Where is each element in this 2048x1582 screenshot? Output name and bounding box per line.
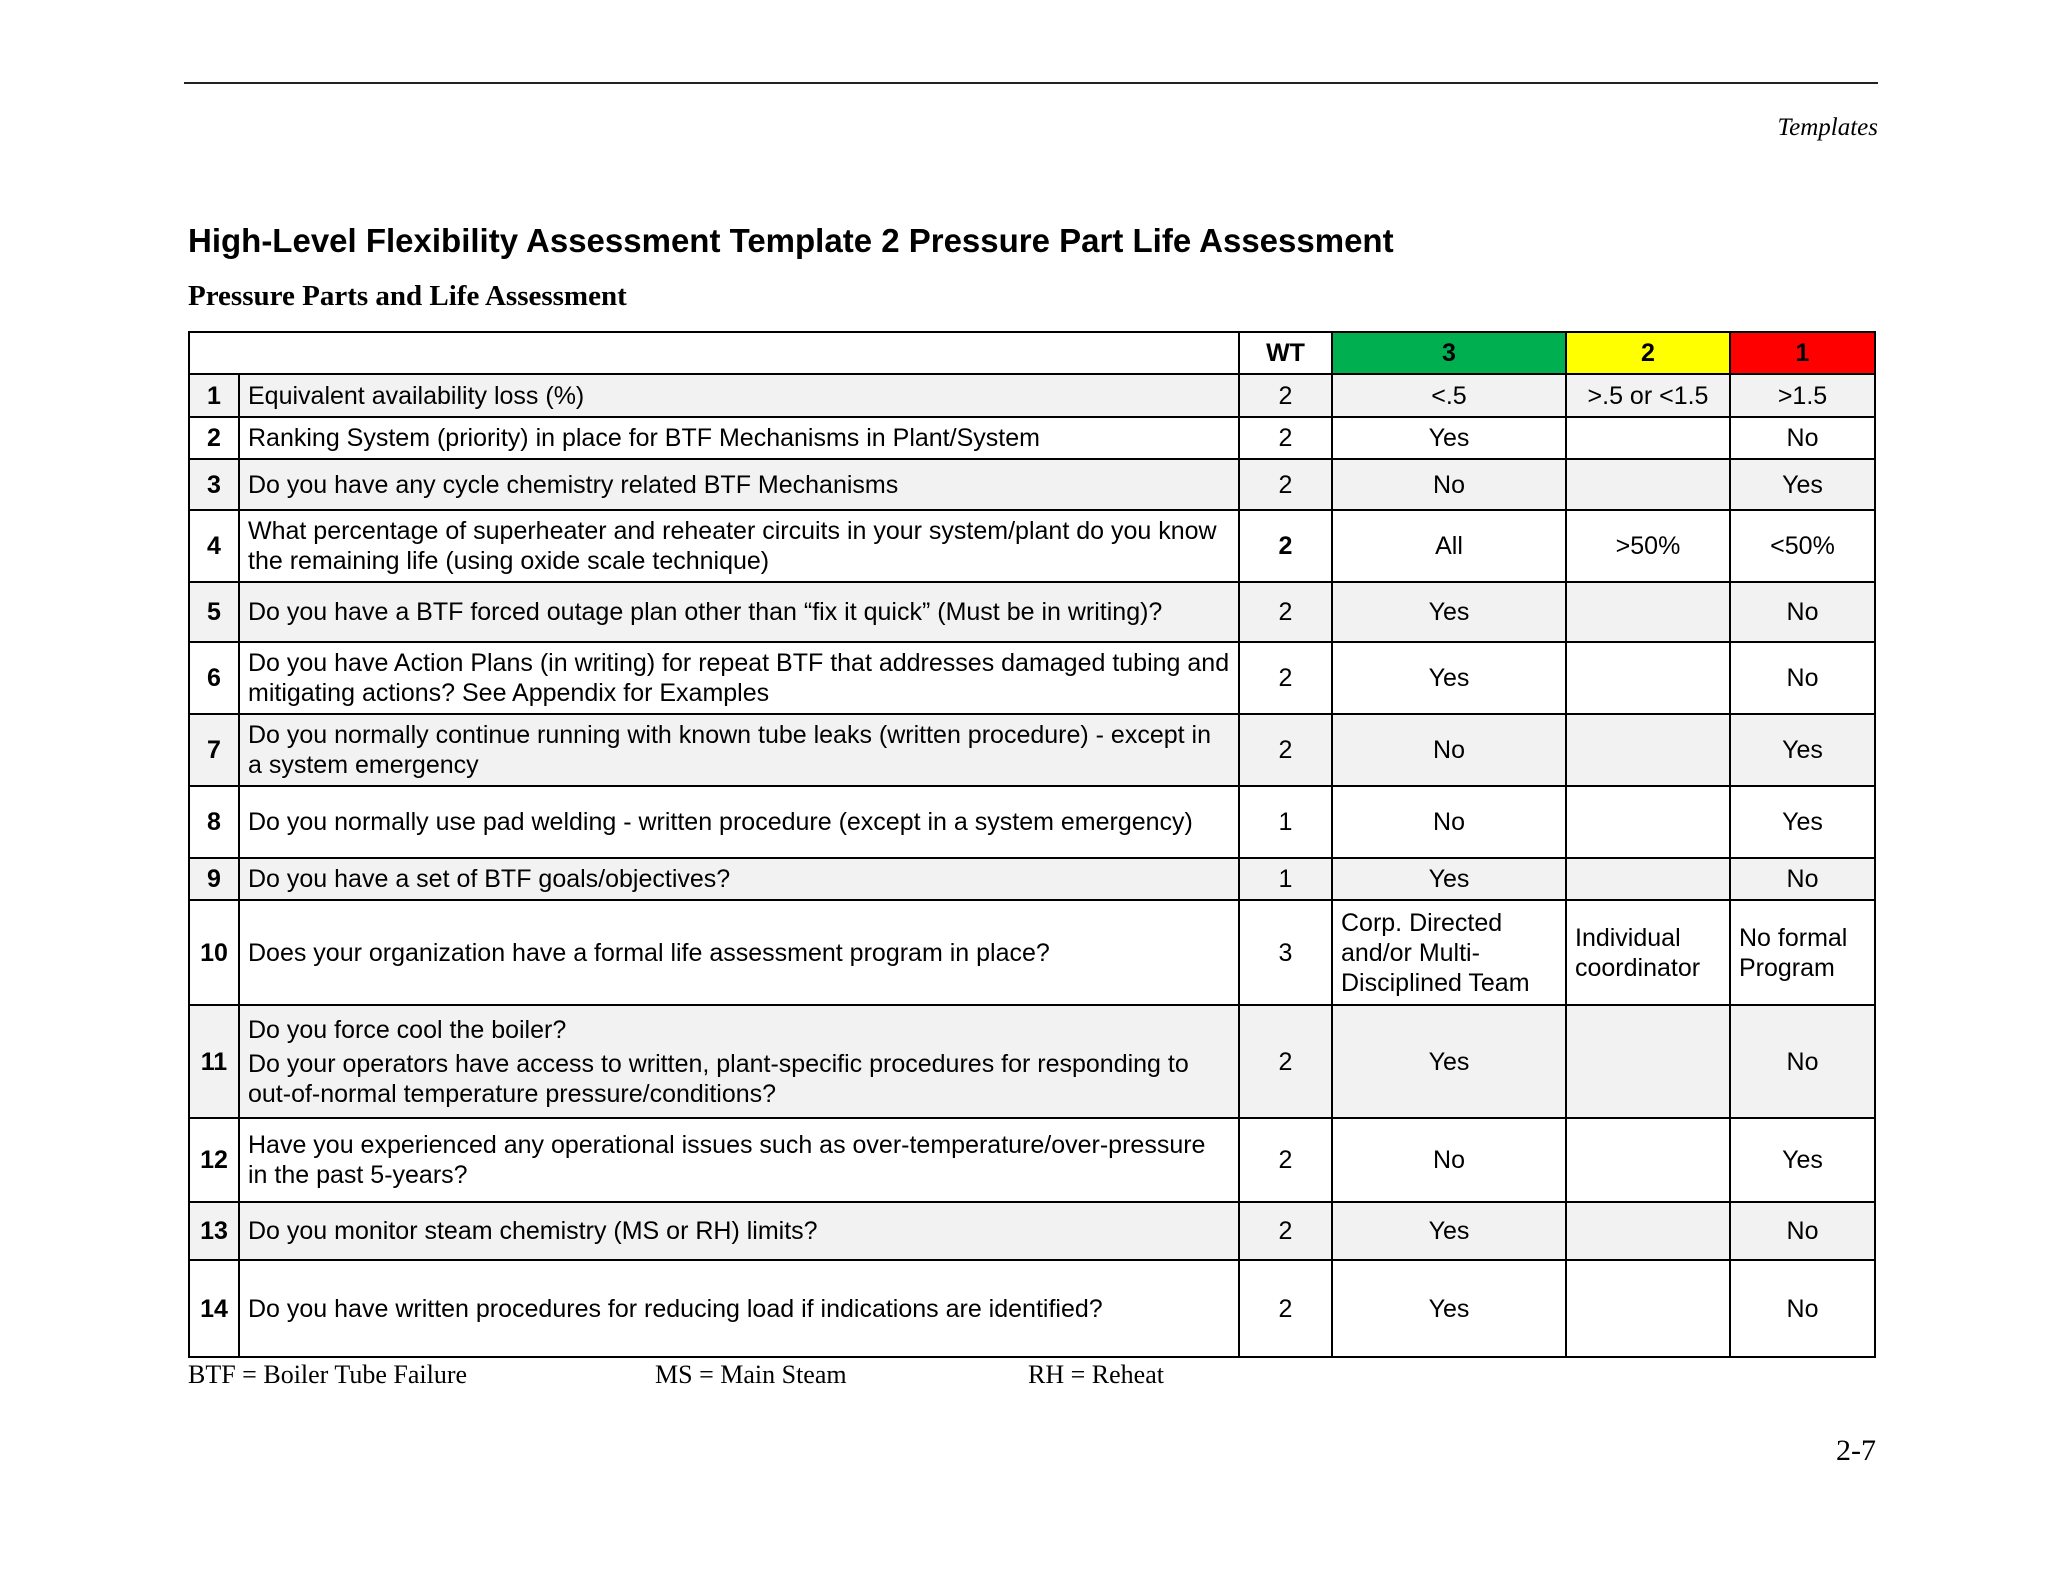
row-question: Do you have any cycle chemistry related BTF Mechanisms bbox=[239, 459, 1239, 510]
row-number: 6 bbox=[189, 642, 239, 714]
row-score-2 bbox=[1566, 1260, 1730, 1357]
row-score-2 bbox=[1566, 786, 1730, 858]
header-score-1: 1 bbox=[1730, 332, 1875, 374]
row-weight: 2 bbox=[1239, 714, 1332, 786]
row-score-3: No bbox=[1332, 714, 1566, 786]
table-row bbox=[189, 459, 1875, 510]
row-score-1: No formal Program bbox=[1730, 900, 1875, 1005]
row-score-2: >50% bbox=[1566, 510, 1730, 582]
header-rule bbox=[184, 82, 1878, 84]
row-score-1: No bbox=[1730, 1005, 1875, 1118]
footnote-ms: MS = Main Steam bbox=[655, 1360, 847, 1389]
row-number: 1 bbox=[189, 374, 239, 417]
row-score-3: <.5 bbox=[1332, 374, 1566, 417]
header-score-2: 2 bbox=[1566, 332, 1730, 374]
row-score-1: Yes bbox=[1730, 459, 1875, 510]
row-score-3: Yes bbox=[1332, 1005, 1566, 1118]
row-score-2 bbox=[1566, 1005, 1730, 1118]
row-score-3: Yes bbox=[1332, 858, 1566, 900]
row-score-3: Yes bbox=[1332, 1260, 1566, 1357]
row-score-1: No bbox=[1730, 417, 1875, 459]
table-row bbox=[189, 786, 1875, 858]
row-score-2: Individual coordinator bbox=[1566, 900, 1730, 1005]
assessment-table bbox=[188, 331, 1876, 1358]
table-row bbox=[189, 1202, 1875, 1260]
table-row bbox=[189, 1005, 1875, 1118]
row-score-3: No bbox=[1332, 459, 1566, 510]
row-question-line-2: Do your operators have access to written, plant-specific procedures for responding to out-of-normal temperature pressure/conditions? bbox=[248, 1049, 1189, 1108]
header-score-3: 3 bbox=[1332, 332, 1566, 374]
row-score-2 bbox=[1566, 1118, 1730, 1202]
row-score-2: >.5 or <1.5 bbox=[1566, 374, 1730, 417]
row-question: Ranking System (priority) in place for BTF Mechanisms in Plant/System bbox=[239, 417, 1239, 459]
row-weight: 2 bbox=[1239, 417, 1332, 459]
section-label: Templates bbox=[1777, 114, 1878, 141]
row-question: Do you have written procedures for reducing load if indications are identified? bbox=[239, 1260, 1239, 1357]
row-question-line-1: Do you force cool the boiler? bbox=[248, 1015, 567, 1044]
row-score-1: <50% bbox=[1730, 510, 1875, 582]
row-score-3: Yes bbox=[1332, 417, 1566, 459]
row-weight: 3 bbox=[1239, 900, 1332, 1005]
row-number: 8 bbox=[189, 786, 239, 858]
table-row bbox=[189, 417, 1875, 459]
row-question: What percentage of superheater and reheater circuits in your system/plant do you know the remaining life (using oxide scale technique) bbox=[239, 510, 1239, 582]
row-score-2 bbox=[1566, 417, 1730, 459]
row-number: 10 bbox=[189, 900, 239, 1005]
table-row bbox=[189, 1260, 1875, 1357]
header-wt: WT bbox=[1239, 332, 1332, 374]
row-weight: 2 bbox=[1239, 1202, 1332, 1260]
table-row bbox=[189, 374, 1875, 417]
footnote-rh: RH = Reheat bbox=[1028, 1360, 1164, 1389]
section-subtitle: Pressure Parts and Life Assessment bbox=[188, 280, 627, 312]
row-number: 4 bbox=[189, 510, 239, 582]
page-number: 2-7 bbox=[1836, 1434, 1876, 1467]
row-weight: 2 bbox=[1239, 642, 1332, 714]
row-weight: 1 bbox=[1239, 786, 1332, 858]
row-score-1: No bbox=[1730, 582, 1875, 642]
row-number: 12 bbox=[189, 1118, 239, 1202]
table-row bbox=[189, 858, 1875, 900]
row-question: Does your organization have a formal life assessment program in place? bbox=[239, 900, 1239, 1005]
row-question bbox=[239, 1005, 1239, 1118]
row-question: Do you monitor steam chemistry (MS or RH) limits? bbox=[239, 1202, 1239, 1260]
row-number: 7 bbox=[189, 714, 239, 786]
row-question: Do you have a BTF forced outage plan other than “fix it quick” (Must be in writing)? bbox=[239, 582, 1239, 642]
table-row bbox=[189, 1118, 1875, 1202]
row-score-1: Yes bbox=[1730, 1118, 1875, 1202]
row-score-3: Yes bbox=[1332, 1202, 1566, 1260]
row-weight: 2 bbox=[1239, 459, 1332, 510]
row-score-1: No bbox=[1730, 1260, 1875, 1357]
row-score-1: Yes bbox=[1730, 786, 1875, 858]
row-number: 11 bbox=[189, 1005, 239, 1118]
row-score-2 bbox=[1566, 858, 1730, 900]
row-weight: 2 bbox=[1239, 1005, 1332, 1118]
row-question: Have you experienced any operational issues such as over-temperature/over-pressure in the past 5-years? bbox=[239, 1118, 1239, 1202]
row-score-1: Yes bbox=[1730, 714, 1875, 786]
row-score-3: All bbox=[1332, 510, 1566, 582]
row-weight: 2 bbox=[1239, 374, 1332, 417]
page-title: High-Level Flexibility Assessment Template 2 Pressure Part Life Assessment bbox=[188, 222, 1394, 259]
row-score-3: Corp. Directed and/or Multi-Disciplined Team bbox=[1332, 900, 1566, 1005]
row-score-2 bbox=[1566, 582, 1730, 642]
row-question: Do you normally continue running with known tube leaks (written procedure) - except in a system emergency bbox=[239, 714, 1239, 786]
row-number: 5 bbox=[189, 582, 239, 642]
row-score-1: >1.5 bbox=[1730, 374, 1875, 417]
row-score-2 bbox=[1566, 642, 1730, 714]
row-score-3: No bbox=[1332, 786, 1566, 858]
row-weight: 2 bbox=[1239, 582, 1332, 642]
row-score-2 bbox=[1566, 1202, 1730, 1260]
row-number: 3 bbox=[189, 459, 239, 510]
row-number: 13 bbox=[189, 1202, 239, 1260]
table-row bbox=[189, 582, 1875, 642]
row-question: Do you normally use pad welding - written procedure (except in a system emergency) bbox=[239, 786, 1239, 858]
footnote-btf: BTF = Boiler Tube Failure bbox=[188, 1360, 468, 1389]
row-number: 9 bbox=[189, 858, 239, 900]
table-row bbox=[189, 714, 1875, 786]
row-score-1: No bbox=[1730, 1202, 1875, 1260]
row-number: 2 bbox=[189, 417, 239, 459]
row-score-3: Yes bbox=[1332, 582, 1566, 642]
row-score-2 bbox=[1566, 459, 1730, 510]
row-score-1: No bbox=[1730, 858, 1875, 900]
table-row bbox=[189, 642, 1875, 714]
row-question: Equivalent availability loss (%) bbox=[239, 374, 1239, 417]
row-question: Do you have Action Plans (in writing) for repeat BTF that addresses damaged tubing and mitigating actions? See Appendix for Examples bbox=[239, 642, 1239, 714]
row-number: 14 bbox=[189, 1260, 239, 1357]
row-weight: 2 bbox=[1239, 1118, 1332, 1202]
row-question: Do you have a set of BTF goals/objectives? bbox=[239, 858, 1239, 900]
table-row bbox=[189, 510, 1875, 582]
row-weight: 2 bbox=[1239, 1260, 1332, 1357]
row-score-3: Yes bbox=[1332, 642, 1566, 714]
table-header-row bbox=[189, 332, 1875, 374]
row-score-2 bbox=[1566, 714, 1730, 786]
row-score-3: No bbox=[1332, 1118, 1566, 1202]
table-row bbox=[189, 900, 1875, 1005]
row-weight: 2 bbox=[1239, 510, 1332, 582]
header-blank-cell bbox=[189, 332, 1239, 374]
row-weight: 1 bbox=[1239, 858, 1332, 900]
row-score-1: No bbox=[1730, 642, 1875, 714]
